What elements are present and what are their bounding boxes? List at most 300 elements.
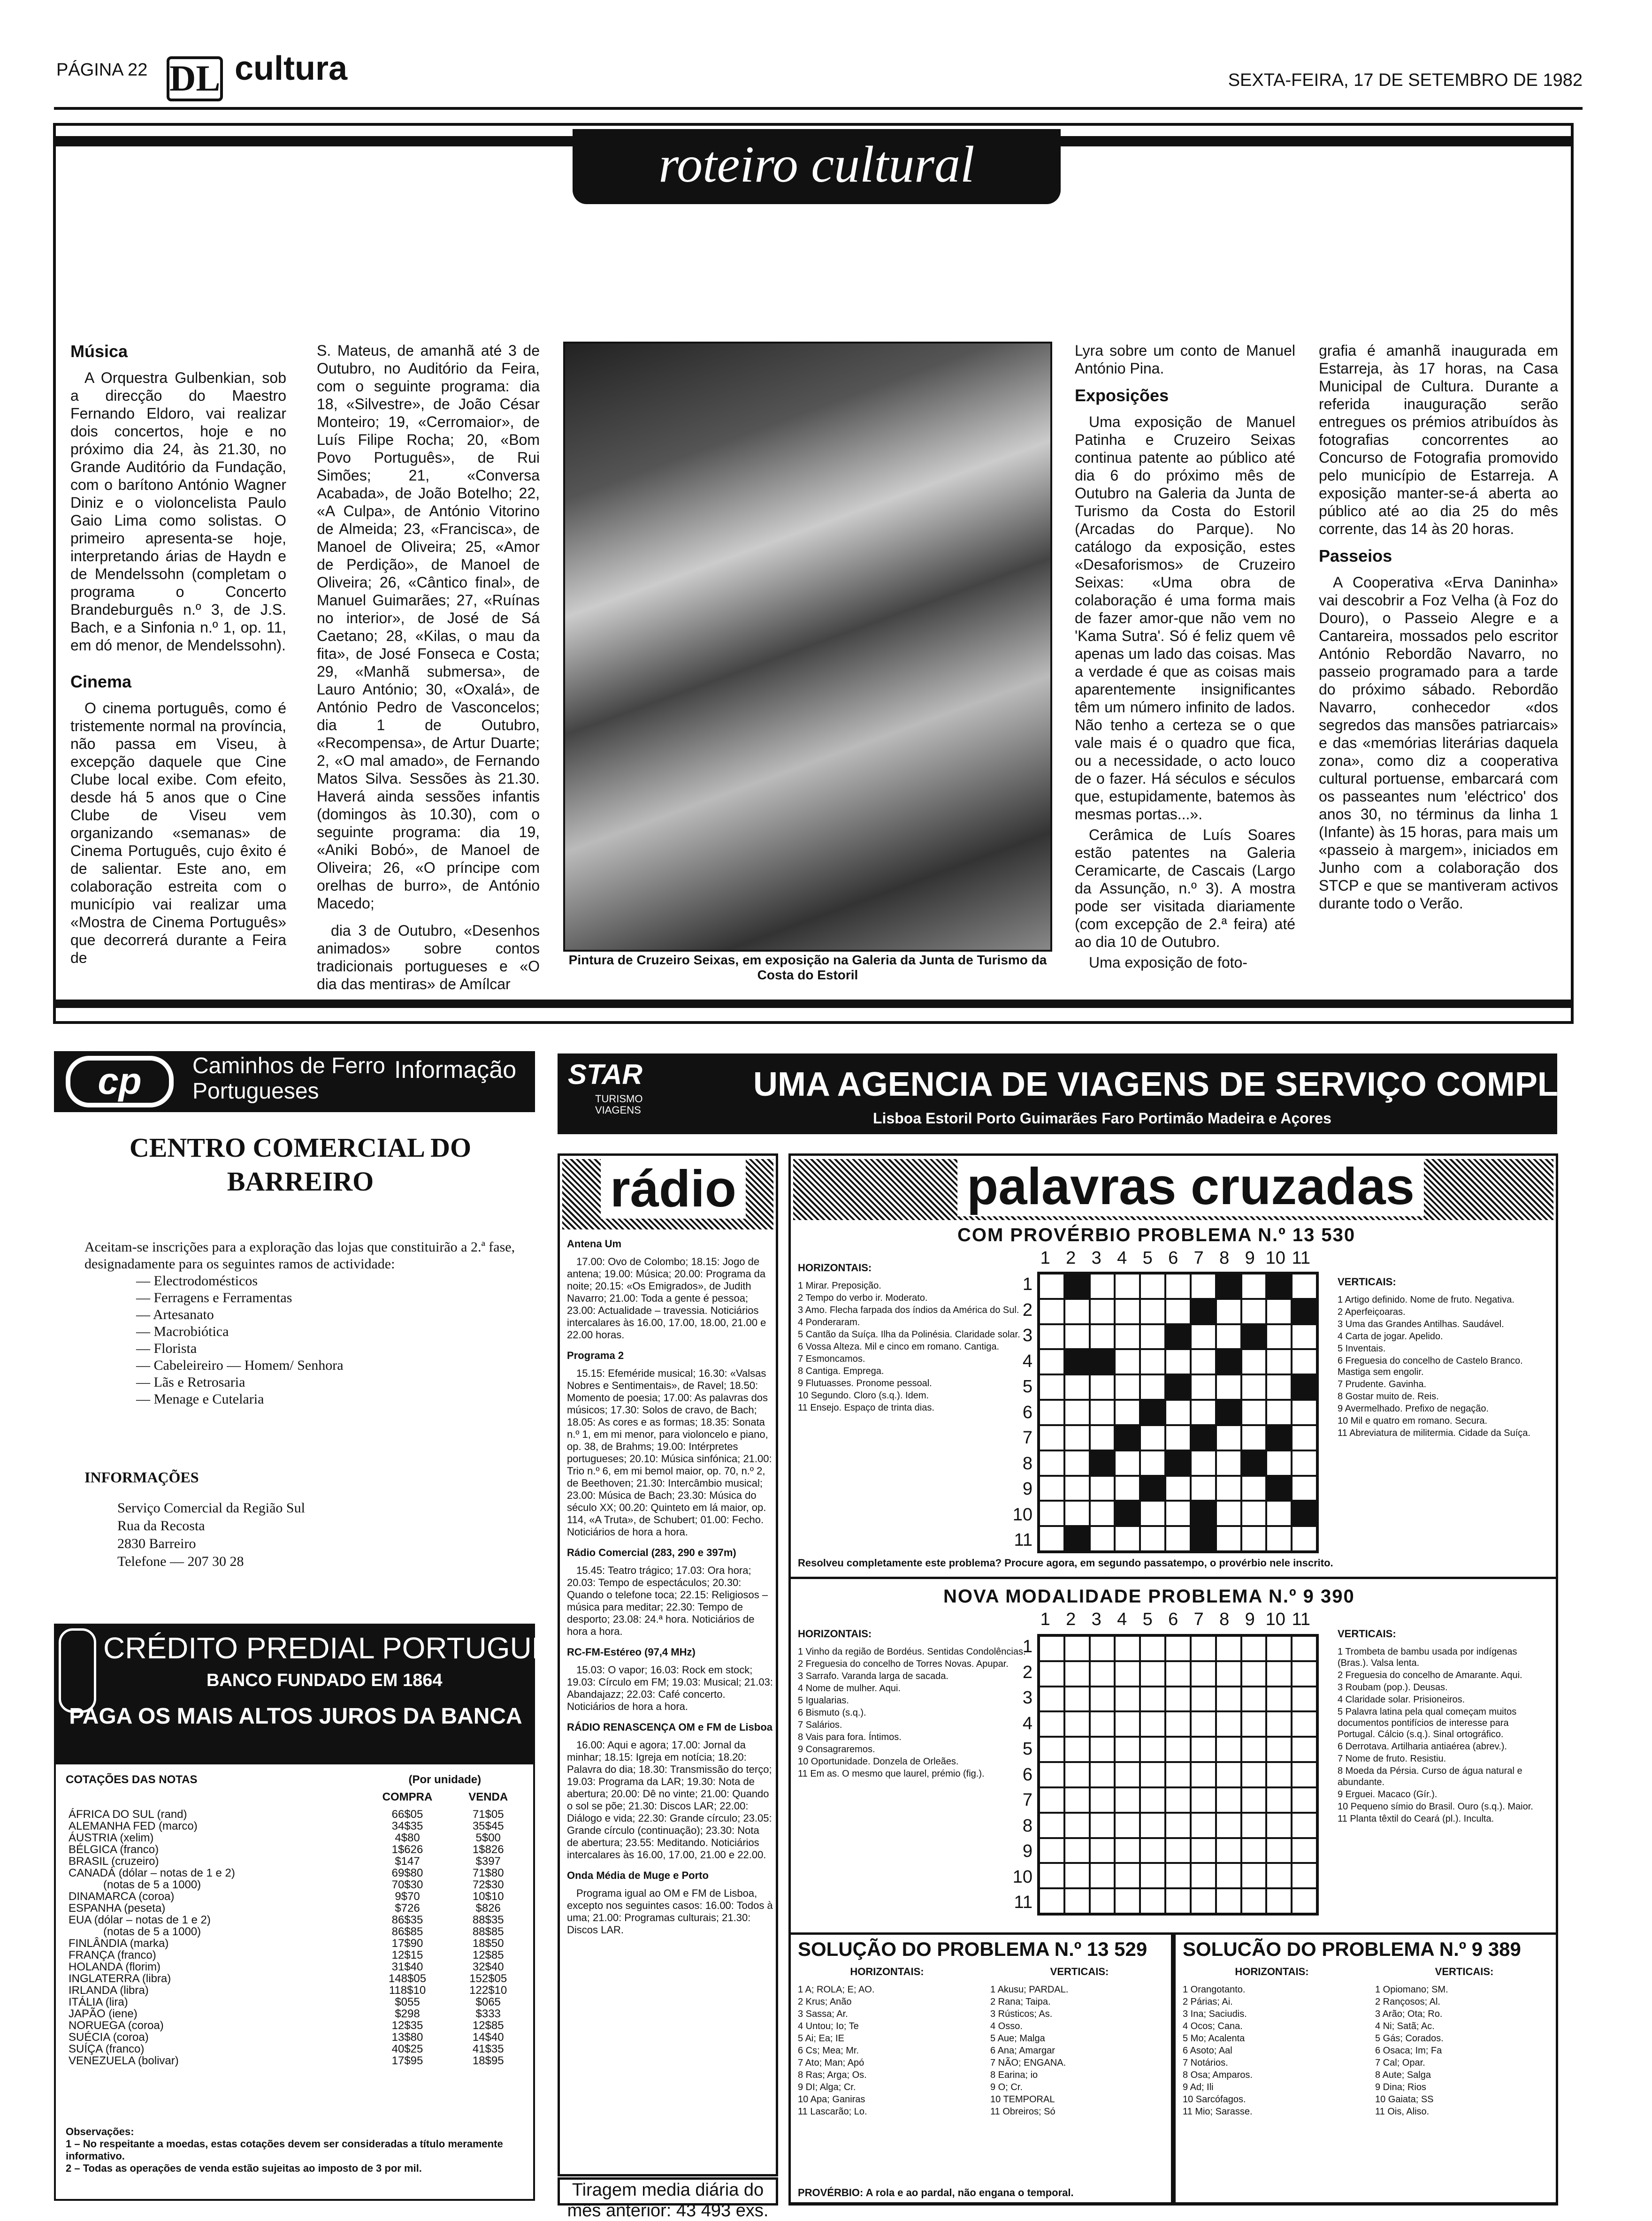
crossword-cell[interactable] [1216,1787,1241,1813]
crossword-cell[interactable] [1241,1863,1267,1888]
crossword-cell[interactable] [1241,1636,1267,1661]
crossword-cell[interactable] [1292,1274,1317,1299]
crossword-cell[interactable] [1039,1762,1064,1787]
problem1-title: COM PROVÉRBIO PROBLEMA N.º 13 530 [957,1225,1356,1245]
compra-value: $055 [395,1996,420,2008]
crossword-cell[interactable] [1064,1787,1090,1813]
crossword-cell[interactable] [1266,1374,1292,1400]
crossword-cell[interactable] [1039,1863,1064,1888]
crossword-cell[interactable] [1241,1687,1267,1712]
crossword-cell[interactable] [1064,1711,1090,1737]
crossword-cell[interactable] [1165,1687,1191,1712]
problem2-title: NOVA MODALIDADE PROBLEMA N.º 9 390 [943,1586,1355,1607]
column-number: 8 [1219,1610,1230,1629]
crossword-cell[interactable] [1241,1888,1267,1914]
crossword-cell[interactable] [1191,1274,1216,1299]
crossword-cell[interactable] [1090,1888,1115,1914]
problem2-verticais [1338,1628,1549,1825]
crossword-cell[interactable] [1216,1425,1241,1450]
crossword-cell[interactable] [1216,1863,1241,1888]
crossword-cell[interactable] [1266,1687,1292,1712]
rate-row [66,1879,526,1891]
crossword-cell[interactable] [1216,1450,1241,1476]
crossword-cell[interactable] [1090,1711,1115,1737]
crossword-cell[interactable] [1241,1838,1267,1863]
crossword-cell[interactable] [1140,1813,1165,1838]
crossword-cell[interactable] [1191,1737,1216,1762]
crossword-cell[interactable] [1292,1888,1317,1914]
crossword-cell[interactable] [1140,1349,1165,1374]
crossword-cell[interactable] [1039,1661,1064,1687]
crossword-cell[interactable] [1115,1813,1140,1838]
crossword-cell[interactable] [1165,1349,1191,1374]
crossword-cell[interactable] [1266,1661,1292,1687]
crossword-cell[interactable] [1115,1636,1140,1661]
crossword-cell[interactable] [1292,1762,1317,1787]
crossword-cell[interactable] [1115,1299,1140,1324]
clue-item: 11 Ois, Aliso. [1375,2107,1430,2117]
crossword-cell[interactable] [1266,1863,1292,1888]
crossword-cell[interactable] [1241,1349,1267,1374]
crossword-cell[interactable] [1191,1838,1216,1863]
crossword-cell[interactable] [1165,1661,1191,1687]
crossword-cell[interactable] [1216,1888,1241,1914]
crossword-cell[interactable] [1039,1711,1064,1737]
crossword-cell[interactable] [1064,1813,1090,1838]
crossword-cell[interactable] [1140,1838,1165,1863]
crossword-cell[interactable] [1140,1450,1165,1476]
crossword-grid-2[interactable] [1037,1634,1319,1916]
currency-name: ÁUSTRIA (xelim) [69,1832,154,1844]
crossword-cell[interactable] [1292,1526,1317,1551]
clue-item: 4 Untou; Io; Te [798,2021,859,2031]
crossword-cell[interactable] [1165,1501,1191,1526]
crossword-cell[interactable] [1191,1400,1216,1425]
crossword-cell[interactable] [1039,1838,1064,1863]
crossword-cell[interactable] [1241,1813,1267,1838]
crossword-cell[interactable] [1216,1661,1241,1687]
crossword-cell [1140,1476,1165,1501]
crossword-cell [1165,1324,1191,1350]
crossword-cell[interactable] [1165,1425,1191,1450]
compra-value: 9$70 [395,1890,420,1903]
column-number: 5 [1142,1248,1153,1268]
crossword-cell[interactable] [1039,1787,1064,1813]
crossword-cell[interactable] [1140,1324,1165,1350]
crossword-cell[interactable] [1090,1374,1115,1400]
crossword-cell[interactable] [1266,1762,1292,1787]
crossword-cell[interactable] [1039,1476,1064,1501]
crossword-cell[interactable] [1115,1787,1140,1813]
solution1-horizontais [798,1966,976,2118]
row-number: 4 [1022,1713,1032,1733]
crossword-cell[interactable] [1292,1636,1317,1661]
header-rule [54,107,1583,110]
row-number: 2 [1022,1300,1032,1320]
crossword-cell [1064,1274,1090,1299]
crossword-cell[interactable] [1292,1400,1317,1425]
crossword-cell[interactable] [1266,1324,1292,1350]
currency-name: ITÁLIA (lira) [69,1996,128,2008]
crossword-cell[interactable] [1039,1888,1064,1914]
crossword-cell[interactable] [1165,1526,1191,1551]
crossword-cell[interactable] [1039,1636,1064,1661]
crossword-cell[interactable] [1241,1762,1267,1787]
crossword-cell[interactable] [1216,1737,1241,1762]
crossword-cell[interactable] [1115,1476,1140,1501]
crossword-cell[interactable] [1216,1299,1241,1324]
currency-name: ESPANHA (peseta) [69,1902,166,1915]
crossword-cell[interactable] [1241,1274,1267,1299]
crossword-cell[interactable] [1266,1349,1292,1374]
crossword-cell[interactable] [1165,1838,1191,1863]
crossword-cell[interactable] [1165,1787,1191,1813]
crossword-cell[interactable] [1090,1687,1115,1712]
crossword-cell[interactable] [1292,1425,1317,1450]
text-cinema-cont2: dia 3 de Outubro, «Desenhos animados» sobre contos tradicionais portugueses e «O dia das mentiras» de Amílcar [317,922,540,992]
activity-item: — Ferragens e Ferramentas [136,1290,292,1305]
crossword-cell[interactable] [1266,1636,1292,1661]
problem1-note: Resolveu completamente este problema? Procure agora, em segundo passatempo, o provérbio nele inscrito. [798,1557,1333,1569]
crossword-cell[interactable] [1216,1501,1241,1526]
crossword-cell[interactable] [1064,1737,1090,1762]
clue-item: 9 Consagraremos. [798,1744,875,1755]
venda-value: 5$00 [475,1832,501,1844]
crossword-cell[interactable] [1115,1838,1140,1863]
crossword-cell[interactable] [1266,1450,1292,1476]
venda-value: 18$50 [472,1937,504,1950]
crossword-cell[interactable] [1115,1888,1140,1914]
crossword-cell[interactable] [1266,1888,1292,1914]
clue-item: 2 Krus; Anão [798,1997,852,2007]
crossword-cell[interactable] [1191,1450,1216,1476]
crossword-cell [1191,1299,1216,1324]
crossword-cell[interactable] [1292,1661,1317,1687]
crossword-cell[interactable] [1241,1501,1267,1526]
compra-value: 66$05 [391,1808,423,1821]
crossword-cell[interactable] [1064,1687,1090,1712]
crossword-cell[interactable] [1165,1476,1191,1501]
crossword-cell[interactable] [1266,1711,1292,1737]
crossword-cell[interactable] [1216,1762,1241,1787]
h-label: HORIZONTAIS: [798,1628,872,1640]
clue-item: 8 Gostar muito de. Reis. [1338,1391,1439,1402]
crossword-cell[interactable] [1140,1501,1165,1526]
clue-item: 6 Ana; Amargar [990,2045,1055,2056]
crossword-cell[interactable] [1090,1526,1115,1551]
clue-item: 7 Salários. [798,1720,842,1730]
crossword-cell[interactable] [1140,1661,1165,1687]
crossword-cell[interactable] [1090,1501,1115,1526]
crossword-cell[interactable] [1216,1526,1241,1551]
crossword-cell[interactable] [1115,1374,1140,1400]
crossword-cell[interactable] [1165,1762,1191,1787]
crossword-cell[interactable] [1140,1863,1165,1888]
crossword-cell[interactable] [1292,1787,1317,1813]
crossword-cell[interactable] [1115,1661,1140,1687]
solution1-title: SOLUÇÃO DO PROBLEMA N.º 13 529 [798,1938,1147,1960]
crossword-cell[interactable] [1292,1324,1317,1350]
crossword-cell[interactable] [1064,1636,1090,1661]
compra-value: 148$05 [388,1972,427,1985]
crossword-cell[interactable] [1140,1711,1165,1737]
crossword-cell[interactable] [1165,1737,1191,1762]
clue-item: 11 Mio; Sarasse. [1183,2107,1253,2117]
crossword-cell[interactable] [1115,1711,1140,1737]
crossword-cell[interactable] [1064,1299,1090,1324]
crossword-cell[interactable] [1216,1687,1241,1712]
crossword-cell[interactable] [1115,1349,1140,1374]
crossword-cell[interactable] [1191,1636,1216,1661]
crossword-grid-1[interactable] [1037,1272,1319,1553]
centro-comercial-title: CENTRO COMERCIAL DO BARREIRO [129,1132,472,1197]
obs-item: 2 – Todas as operações de venda estão sujeitas ao imposto de 3 por mil. [66,2162,422,2174]
crossword-cell[interactable] [1064,1838,1090,1863]
crossword-cell[interactable] [1165,1813,1191,1838]
v-label: VERTICAIS: [1338,1276,1396,1288]
radio-station-schedule: Programa igual ao OM e FM de Lisboa, excepto nos seguintes casos: 16.00: Todos à uma; 21.00: Programas culturais; 21.30: Discos LAR. [567,1887,773,1936]
crossword-cell[interactable] [1140,1888,1165,1914]
crossword-cell[interactable] [1165,1636,1191,1661]
crossword-cell[interactable] [1266,1526,1292,1551]
crossword-cell[interactable] [1115,1737,1140,1762]
crossword-cell[interactable] [1241,1661,1267,1687]
crossword-cell[interactable] [1292,1687,1317,1712]
solution2-title: SOLUCÃO DO PROBLEMA N.º 9 389 [1183,1938,1521,1960]
crossword-cell[interactable] [1090,1762,1115,1787]
crossword-cell[interactable] [1165,1274,1191,1299]
clue-item: 11 Em as. O mesmo que laurel, prémio (fig.). [798,1769,985,1779]
activity-item: — Electrodomésticos [136,1273,258,1289]
crossword-cell[interactable] [1216,1324,1241,1350]
crossword-cell[interactable] [1292,1476,1317,1501]
crossword-cell [1165,1450,1191,1476]
crossword-cell [1090,1450,1115,1476]
crossword-cell[interactable] [1241,1400,1267,1425]
crossword-cell[interactable] [1039,1450,1064,1476]
crossword-cell[interactable] [1115,1762,1140,1787]
crossword-cell[interactable] [1039,1324,1064,1350]
crossword-cell[interactable] [1140,1687,1165,1712]
crossword-cell[interactable] [1241,1374,1267,1400]
crossword-cell[interactable] [1039,1526,1064,1551]
crossword-cell[interactable] [1064,1661,1090,1687]
crossword-cell[interactable] [1064,1476,1090,1501]
column-number: 4 [1117,1248,1127,1268]
crossword-cell[interactable] [1292,1349,1317,1374]
clue-item: 8 Moeda da Pérsia. Curso de água natural e abundante. [1338,1766,1522,1787]
crossword-cell[interactable] [1165,1400,1191,1425]
crossword-cell[interactable] [1292,1711,1317,1737]
crossword-cell[interactable] [1039,1349,1064,1374]
crossword-cell[interactable] [1140,1636,1165,1661]
clue-item: 5 Gás; Corados. [1375,2033,1444,2044]
crossword-cell[interactable] [1090,1636,1115,1661]
crossword-cell[interactable] [1039,1687,1064,1712]
address-line: Rua da Recosta [117,1518,205,1534]
crossword-cell[interactable] [1039,1299,1064,1324]
crossword-cell[interactable] [1090,1400,1115,1425]
crossword-cell[interactable] [1090,1813,1115,1838]
crossword-cell[interactable] [1115,1274,1140,1299]
crossword-cell[interactable] [1266,1787,1292,1813]
clue-item: 7 Cal; Opar. [1375,2058,1425,2068]
clue-item: 11 Lascarão; Lo. [798,2107,867,2117]
crossword-cell[interactable] [1115,1400,1140,1425]
crossword-cell[interactable] [1064,1762,1090,1787]
crossword-cell[interactable] [1266,1501,1292,1526]
crossword-cell[interactable] [1266,1400,1292,1425]
currency-name: JAPÃO (iene) [69,2007,138,2020]
crossword-cell[interactable] [1216,1476,1241,1501]
crossword-cell[interactable] [1216,1813,1241,1838]
crossword-cell[interactable] [1292,1450,1317,1476]
clue-item: 6 Vossa Alteza. Mil e cinco em romano. Cantiga. [798,1342,1000,1352]
crossword-cell[interactable] [1090,1863,1115,1888]
crossword-cell[interactable] [1266,1813,1292,1838]
tiragem-box: Tiragem media diária do mês anterior: 43 493 exs. [558,2177,778,2206]
crossword-cell[interactable] [1292,1737,1317,1762]
crossword-cell[interactable] [1216,1711,1241,1737]
crossword-cell[interactable] [1165,1863,1191,1888]
compra-value: $147 [395,1855,420,1868]
crossword-cell[interactable] [1191,1349,1216,1374]
crossword-cell[interactable] [1241,1711,1267,1737]
currency-name: DINAMARCA (coroa) [69,1890,175,1903]
crossword-cell[interactable] [1140,1737,1165,1762]
crossword-cell[interactable] [1064,1324,1090,1350]
crossword-cell[interactable] [1191,1888,1216,1914]
crossword-cell[interactable] [1292,1838,1317,1863]
crossword-cell[interactable] [1090,1737,1115,1762]
crossword-cell[interactable] [1090,1274,1115,1299]
crossword-cell[interactable] [1191,1661,1216,1687]
informacoes-address [117,1499,305,1571]
clue-item: 1 Akusu; PARDAL. [990,1984,1069,1995]
crossword-cell[interactable] [1039,1737,1064,1762]
crossword-cell[interactable] [1216,1838,1241,1863]
crossword-cell[interactable] [1140,1425,1165,1450]
crossword-cell[interactable] [1191,1687,1216,1712]
crossword-cell[interactable] [1165,1299,1191,1324]
crossword-cell[interactable] [1090,1324,1115,1350]
crossword-cell[interactable] [1090,1476,1115,1501]
page-date: SEXTA-FEIRA, 17 DE SETEMBRO DE 1982 [1228,70,1583,90]
crossword-cell[interactable] [1090,1661,1115,1687]
clue-item: 1 Mirar. Preposição. [798,1281,881,1291]
crossword-cell[interactable] [1241,1476,1267,1501]
crossword-cell[interactable] [1064,1501,1090,1526]
activity-item: — Menage e Cutelaria [136,1391,264,1407]
crossword-cell[interactable] [1064,1425,1090,1450]
section-title: cultura [235,50,348,87]
crossword-cell[interactable] [1090,1425,1115,1450]
crossword-cell[interactable] [1064,1888,1090,1914]
crossword-cell[interactable] [1064,1400,1090,1425]
row-number: 1 [1022,1637,1032,1656]
crossword-cell[interactable] [1115,1526,1140,1551]
crossword-cell[interactable] [1039,1425,1064,1450]
problem2-horizontais [798,1628,1032,1780]
venda-value: $333 [475,2007,501,2020]
crossword-cell[interactable] [1191,1476,1216,1501]
crossword-cell[interactable] [1191,1711,1216,1737]
crossword-cell[interactable] [1266,1737,1292,1762]
crossword-cell[interactable] [1140,1787,1165,1813]
crossword-cell[interactable] [1064,1863,1090,1888]
crossword-cell[interactable] [1039,1501,1064,1526]
clue-item: 9 DI; Alga; Cr. [798,2082,856,2092]
crossword-cell[interactable] [1115,1450,1140,1476]
crossword-cell[interactable] [1191,1374,1216,1400]
crossword-cell[interactable] [1064,1450,1090,1476]
crossword-cell[interactable] [1090,1299,1115,1324]
crossword-cell[interactable] [1140,1374,1165,1400]
heading-exposicoes: Exposições [1075,386,1169,405]
crossword-cell[interactable] [1140,1526,1165,1551]
crossword-cell[interactable] [1191,1762,1216,1787]
crossword-cell[interactable] [1191,1863,1216,1888]
crossword-cell[interactable] [1241,1526,1267,1551]
crossword-cell[interactable] [1241,1787,1267,1813]
crossword-cell[interactable] [1191,1787,1216,1813]
crossword-cell[interactable] [1216,1636,1241,1661]
problem-divider [788,1577,1558,1579]
crossword-cell[interactable] [1090,1787,1115,1813]
venda-value: 41$35 [472,2043,504,2055]
crossword-cell[interactable] [1241,1425,1267,1450]
crossword-cell[interactable] [1039,1400,1064,1425]
crossword-cell[interactable] [1140,1762,1165,1787]
clue-item: 10 Segundo. Cloro (s.q.). Idem. [798,1390,929,1401]
crossword-cell[interactable] [1266,1299,1292,1324]
crossword-cell[interactable] [1292,1813,1317,1838]
crossword-cell[interactable] [1140,1274,1165,1299]
crossword-cell[interactable] [1165,1888,1191,1914]
clue-item: 2 Rançosos; Al. [1375,1997,1440,2007]
crossword-cell[interactable] [1140,1299,1165,1324]
roteiro-column-3 [1075,342,1295,974]
clue-item: 5 Aue; Malga [990,2033,1045,2044]
clue-item: 10 Mil e quatro em romano. Secura. [1338,1416,1488,1426]
crossword-cell[interactable] [1266,1838,1292,1863]
crossword-cell[interactable] [1292,1863,1317,1888]
text-fotografia: grafia é amanhã inaugurada em Estarreja, às 17 horas, na Casa Municipal de Cultura. Durante a referida inauguração serão entregues os prémios atribuídos às fotografias concorrentes ao Concurso de Fotografia promovido pelo município de Estarreja. A exposição manter-se-á aberta ao público até ao dia 25 do mês corrente, das 14 às 20 horas. [1319,342,1558,537]
text-lyra: Lyra sobre um conto de Manuel António Pina. [1075,342,1295,377]
rate-row [66,1926,526,1938]
crossword-cell[interactable] [1064,1374,1090,1400]
crossword-cell[interactable] [1115,1687,1140,1712]
crossword-cell[interactable] [1165,1711,1191,1737]
crossword-cell[interactable] [1241,1737,1267,1762]
crossword-cell [1266,1274,1292,1299]
crossword-cell[interactable] [1039,1813,1064,1838]
crossword-cell[interactable] [1191,1324,1216,1350]
crossword-cell[interactable] [1241,1299,1267,1324]
crossword-cell [1241,1450,1267,1476]
crossword-cell[interactable] [1115,1863,1140,1888]
crossword-cell[interactable] [1090,1838,1115,1863]
crossword-cell[interactable] [1191,1813,1216,1838]
column-number: 5 [1142,1610,1153,1629]
crossword-cell[interactable] [1039,1374,1064,1400]
crossword-cell[interactable] [1115,1324,1140,1350]
crossword-cell[interactable] [1039,1274,1064,1299]
venda-value: 32$40 [472,1961,504,1973]
crossword-cell[interactable] [1216,1374,1241,1400]
crossword-cell [1090,1349,1115,1374]
rate-row [66,1996,526,2008]
